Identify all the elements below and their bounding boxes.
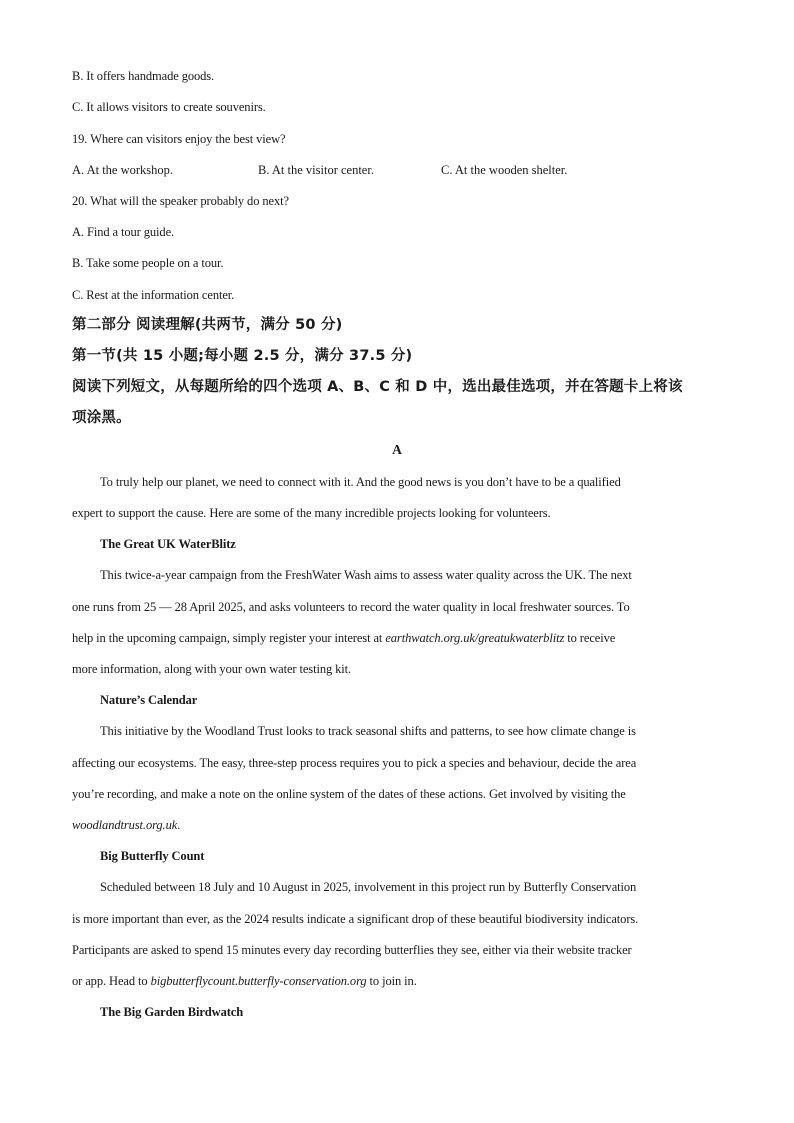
q18-option-b: B. It offers handmade goods.	[72, 69, 215, 83]
part-title: 第二部分 阅读理解(共两节，满分 50 分)	[72, 317, 343, 333]
calendar-line-3: you’re recording, and make a note on the online system of the dates of these actions. Get involved by visiting the	[72, 787, 626, 801]
waterblitz-line-4: more information, along with your own water testing kit.	[72, 662, 352, 676]
calendar-line-2: affecting our ecosystems. The easy, three-step process requires you to pick a species and behaviour, decide the area	[72, 756, 637, 770]
q19-option-c: C. At the wooden shelter.	[441, 163, 568, 177]
q18-option-c: C. It allows visitors to create souvenirs.	[72, 100, 266, 114]
calendar-line-1: This initiative by the Woodland Trust looks to track seasonal shifts and patterns, to see how climate change is	[100, 724, 636, 738]
q20-option-b: B. Take some people on a tour.	[72, 256, 224, 270]
waterblitz-line-2: one runs from 25 — 28 April 2025, and asks volunteers to record the water quality in local freshwater sources. To	[72, 600, 630, 614]
butterfly-line-4	[72, 973, 417, 989]
butterfly-line-2: is more important than ever, as the 2024 results indicate a significant drop of these beautiful biodiversity indicators.	[72, 912, 639, 926]
q20-question: 20. What will the speaker probably do next?	[72, 194, 289, 208]
project-title-butterfly-count: Big Butterfly Count	[100, 849, 205, 863]
waterblitz-line-3-text: help in the upcoming campaign, simply register your interest at	[72, 631, 386, 645]
instruction-line-2: 项涂黑。	[72, 410, 131, 426]
q20-option-a: A. Find a tour guide.	[72, 225, 175, 239]
waterblitz-line-1: This twice-a-year campaign from the FreshWater Wash aims to assess water quality across the UK. The next	[100, 568, 632, 582]
butterfly-line-4-text: or app. Head to	[72, 974, 151, 988]
project-title-birdwatch: The Big Garden Birdwatch	[100, 1005, 244, 1019]
woodland-trust-link: woodlandtrust.org.uk	[72, 818, 178, 832]
instruction-line-1: 阅读下列短文，从每题所给的四个选项 A、B、C 和 D 中，选出最佳选项，并在答题卡上将该	[72, 379, 683, 395]
q20-option-c: C. Rest at the information center.	[72, 288, 235, 302]
project-title-natures-calendar: Nature’s Calendar	[100, 693, 198, 707]
butterfly-line-3: Participants are asked to spend 15 minutes every day recording butterflies they see, either via their website tracker	[72, 943, 632, 957]
q19-question: 19. Where can visitors enjoy the best view?	[72, 132, 286, 146]
intro-line-2: expert to support the cause. Here are some of the many incredible projects looking for volunteers.	[72, 506, 551, 520]
calendar-line-4-end: .	[177, 818, 181, 832]
q19-option-a: A. At the workshop.	[72, 163, 174, 177]
butterfly-link: bigbutterflycount.butterfly-conservation.org	[150, 974, 367, 988]
butterfly-line-4-end: to join in.	[366, 974, 417, 988]
waterblitz-link: earthwatch.org.uk/greatukwaterblitz	[385, 631, 565, 645]
project-title-waterblitz: The Great UK WaterBlitz	[100, 537, 236, 551]
waterblitz-line-3	[72, 630, 615, 646]
calendar-line-4	[72, 817, 180, 833]
section-title: 第一节(共 15 小题;每小题 2.5 分，满分 37.5 分)	[72, 348, 413, 364]
passage-label: A	[392, 442, 402, 457]
intro-line-1: To truly help our planet, we need to connect with it. And the good news is you don’t have to be a qualified	[100, 475, 621, 489]
waterblitz-line-3-end: to receive	[564, 631, 616, 645]
q19-option-b: B. At the visitor center.	[258, 163, 374, 177]
butterfly-line-1: Scheduled between 18 July and 10 August in 2025, involvement in this project run by Butterfly Conservation	[100, 880, 637, 894]
